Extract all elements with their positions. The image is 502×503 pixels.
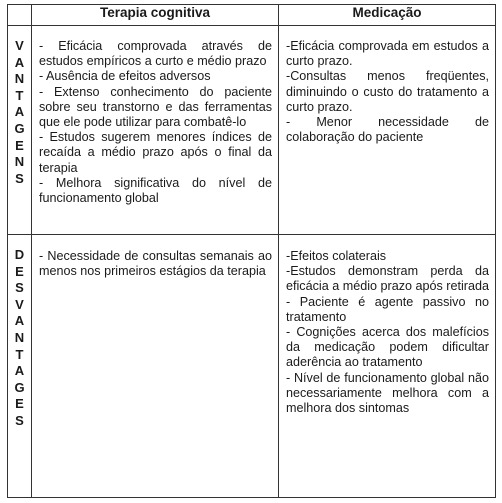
cell-desvantagens-medicacao xyxy=(279,235,496,498)
list-item: - Menor necessidade de colaboração do paciente xyxy=(286,115,489,145)
label-letter: E xyxy=(15,137,24,153)
list-item: -Estudos demonstram perda da eficácia a médio prazo após retirada xyxy=(286,264,490,294)
header-medicacao: Medicação xyxy=(279,5,496,26)
label-letter: N xyxy=(14,154,25,170)
label-letter: V xyxy=(15,296,24,312)
label-letter: G xyxy=(14,379,25,395)
list-item: -Eficácia comprovada em estudos a curto prazo. xyxy=(286,39,489,69)
label-letter: A xyxy=(14,363,25,379)
list-item: -Efeitos colaterais xyxy=(286,249,387,263)
cell-vantagens-medicacao xyxy=(279,26,496,235)
header-terapia-cognitiva: Terapia cognitiva xyxy=(32,5,279,26)
list-item: -Consultas menos freqüentes, diminuindo o custo do tratamento a curto prazo. xyxy=(286,69,489,114)
list-item: - Estudos sugerem menores índices de recaída a médio prazo após o final da terapia xyxy=(39,130,272,175)
label-letter: S xyxy=(15,170,24,186)
corner-cell xyxy=(8,5,32,26)
label-letter: G xyxy=(14,120,25,136)
label-letter: E xyxy=(15,396,24,412)
list-item: - Cognições acerca dos malefícios da medicação podem dificultar aderência ao tratamento xyxy=(286,325,489,370)
label-letter: A xyxy=(14,54,25,70)
list-item: - Eficácia comprovada através de estudos empíricos a curto e médio prazo xyxy=(39,39,272,69)
label-letter: V xyxy=(15,38,24,53)
list-item: - Paciente é agente passivo no tratamento xyxy=(286,294,489,324)
cell-desvantagens-terapia xyxy=(32,235,279,498)
list-item: - Melhora significativa do nível de funcionamento global xyxy=(39,175,272,206)
row-desvantagens xyxy=(8,235,496,498)
label-letter: A xyxy=(14,313,25,329)
row-vantagens xyxy=(8,26,496,235)
row-label-vantagens xyxy=(8,26,32,235)
label-letter: E xyxy=(15,263,24,279)
label-letter: S xyxy=(15,280,24,296)
list-item: - Ausência de efeitos adversos xyxy=(39,69,211,84)
label-letter: S xyxy=(15,412,24,428)
header-row xyxy=(8,5,496,26)
cell-vantagens-terapia xyxy=(32,26,279,235)
row-label-desvantagens xyxy=(8,235,32,498)
list-item: - Necessidade de consultas semanais ao menos nos primeiros estágios da terapia xyxy=(39,249,272,279)
label-letter: A xyxy=(14,104,25,120)
label-letter: D xyxy=(14,247,25,262)
label-letter: T xyxy=(15,346,24,362)
list-item: - Extenso conhecimento do paciente sobre seu transtorno e das ferramentas que ele pode utilizar para combatê-lo xyxy=(39,84,272,130)
label-letter: N xyxy=(14,71,25,87)
comparison-table xyxy=(7,4,496,498)
label-letter: T xyxy=(15,87,24,103)
list-item: - Nível de funcionamento global não necessariamente melhora com a melhora dos sintomas xyxy=(286,370,489,416)
label-letter: N xyxy=(14,329,25,345)
